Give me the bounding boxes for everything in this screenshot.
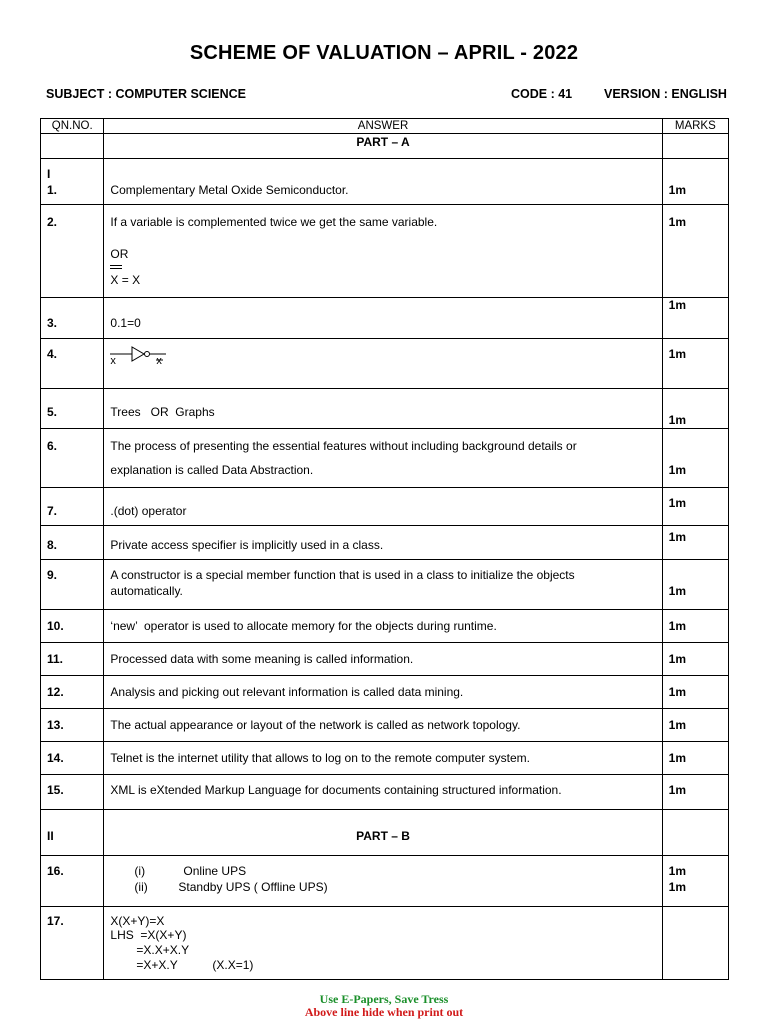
option-i-label: (i)	[134, 864, 146, 878]
answer-text: If a variable is complemented twice we get the same variable.	[110, 215, 438, 229]
part-b-row	[41, 810, 729, 856]
option-ii-label: (ii)	[134, 880, 148, 894]
marks-value: 1m	[668, 652, 686, 666]
section-i-label: I	[47, 167, 51, 181]
table-row	[41, 709, 729, 742]
document-title: SCHEME OF VALUATION – APRIL - 2022	[189, 42, 579, 64]
question-number: 16.	[47, 864, 64, 878]
table-header-row	[41, 119, 729, 134]
marks-value: 1m	[668, 530, 686, 544]
part-a-heading: PART – A	[356, 135, 410, 149]
answer-text: Trees OR Graphs	[110, 405, 215, 419]
table-row	[41, 775, 729, 810]
code-label: CODE : 41	[511, 87, 573, 101]
gate-output-label: x	[156, 355, 162, 367]
answer-text: Processed data with some meaning is called information.	[110, 652, 414, 666]
double-bar-top	[110, 265, 122, 266]
answer-text: 0.1=0	[110, 316, 141, 330]
table-row	[41, 643, 729, 676]
answer-text: Private access specifier is implicitly used in a class.	[110, 538, 384, 552]
proof-line-2: LHS =X(X+Y)	[110, 928, 187, 942]
question-number: 14.	[47, 751, 64, 765]
marks-value: 1m	[668, 584, 686, 598]
question-number: 1.	[47, 183, 58, 197]
marks-value: 1m	[668, 347, 686, 361]
table-row	[41, 389, 729, 429]
answer-text-line-2: automatically.	[110, 584, 183, 598]
marks-value: 1m	[668, 718, 686, 732]
marks-value: 1m	[668, 298, 686, 312]
marks-value: 1m	[668, 463, 686, 477]
header-qn: QN.NO.	[41, 119, 104, 134]
table-row	[41, 159, 729, 205]
table-row	[41, 676, 729, 709]
table-row	[41, 339, 729, 389]
double-bar-bottom	[110, 268, 122, 269]
marks-value: 1m	[668, 215, 686, 229]
question-number: 6.	[47, 439, 58, 453]
proof-line-1: X(X+Y)=X	[110, 914, 165, 928]
answer-text-line-1: A constructor is a special member function that is used in a class to initialize the objects	[110, 568, 575, 582]
part-b-heading: PART – B	[356, 829, 410, 843]
marks-value: 1m	[668, 864, 686, 878]
option-i-text: Online UPS	[183, 864, 247, 878]
answer-text: Telnet is the internet utility that allows to log on to the remote computer system.	[110, 751, 530, 765]
question-number: 8.	[47, 538, 58, 552]
question-number: 10.	[47, 619, 64, 633]
marks-value: 1m	[668, 685, 686, 699]
marks-value: 1m	[668, 783, 686, 797]
question-number: 9.	[47, 568, 58, 582]
subject-label: SUBJECT : COMPUTER SCIENCE	[46, 87, 247, 101]
question-number: 11.	[47, 652, 64, 666]
table-row	[41, 907, 729, 980]
header-answer: ANSWER	[104, 119, 662, 134]
table-row	[41, 488, 729, 526]
marks-value: 1m	[668, 183, 686, 197]
answer-text: ‘new’ operator is used to allocate memory for the objects during runtime.	[110, 619, 497, 633]
marks-value: 1m	[668, 751, 686, 765]
header-marks: MARKS	[662, 119, 728, 134]
question-number: 12.	[47, 685, 64, 699]
footer-line-1: Use E-Papers, Save Tress	[319, 992, 449, 1006]
marks-value: 1m	[668, 496, 686, 510]
option-ii-text: Standby UPS ( Offline UPS)	[178, 880, 328, 894]
answer-text: XML is eXtended Markup Language for documents containing structured information.	[110, 783, 562, 797]
question-number: 15.	[47, 783, 64, 797]
proof-line-4: =X+X.Y	[136, 958, 178, 972]
answer-or: OR	[110, 247, 129, 261]
proof-line-3: =X.X+X.Y	[136, 943, 190, 957]
table-row	[41, 742, 729, 775]
answer-text: Complementary Metal Oxide Semiconductor.	[110, 183, 349, 197]
answer-text: The actual appearance or layout of the network is called as network topology.	[110, 718, 521, 732]
marks-value: 1m	[668, 880, 686, 894]
table-row	[41, 298, 729, 339]
question-number: 4.	[47, 347, 58, 361]
table-row	[41, 429, 729, 488]
proof-line-4-note: (X.X=1)	[212, 958, 254, 972]
version-label: VERSION : ENGLISH	[604, 87, 727, 101]
marks-value: 1m	[668, 413, 686, 427]
table-row	[41, 526, 729, 560]
table-row	[41, 856, 729, 907]
question-number: 5.	[47, 405, 58, 419]
table-row	[41, 560, 729, 610]
section-ii-label: II	[47, 829, 54, 843]
answer-text-line-1: The process of presenting the essential features without including background details or	[110, 439, 577, 453]
answer-text-line-2: explanation is called Data Abstraction.	[110, 463, 314, 477]
question-number: 13.	[47, 718, 64, 732]
table-row	[41, 205, 729, 298]
footer-line-2: Above line hide when print out	[304, 1005, 464, 1019]
answer-formula: X = X	[110, 273, 141, 287]
question-number: 17.	[47, 914, 64, 928]
gate-input-label: x	[110, 355, 116, 367]
part-a-row	[41, 134, 729, 159]
question-number: 2.	[47, 215, 58, 229]
answer-text: .(dot) operator	[110, 504, 187, 518]
answer-text: Analysis and picking out relevant information is called data mining.	[110, 685, 464, 699]
question-number: 7.	[47, 504, 58, 518]
valuation-table	[40, 118, 729, 980]
not-gate-diagram	[110, 343, 180, 375]
table-row	[41, 610, 729, 643]
marks-value: 1m	[668, 619, 686, 633]
question-number: 3.	[47, 316, 58, 330]
